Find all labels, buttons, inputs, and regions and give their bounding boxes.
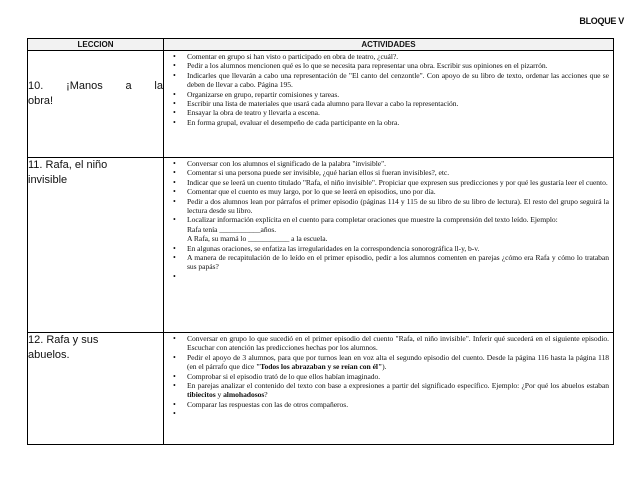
example-line: Rafa tenía ___________años. [187, 224, 277, 234]
activities-cell [164, 158, 614, 333]
lesson-title-line: invisible [28, 174, 68, 186]
list-item-text: Localizar información explícita en el cuento para completar oraciones que muestre la comprensión del texto leído. Ejemplo: [187, 215, 558, 225]
lesson-title-line: abuelos. [28, 349, 70, 361]
table-header-row [28, 39, 614, 51]
activities-cell [164, 51, 614, 158]
lesson-title-line: 12. Rafa y sus [28, 334, 99, 346]
list-item [168, 215, 609, 243]
list-item: • En forma grupal, evaluar el desempeño de cada participante en la obra. [168, 118, 609, 127]
table-row [28, 51, 614, 158]
table-row [28, 333, 614, 445]
list-item: • A manera de recapitulación de lo leído en el primer episodio, pedir a los alumnos comenten en parejas ¿cómo era Rafa y cómo lo trataban sus papás? [168, 253, 609, 272]
list-item-text: y [215, 390, 224, 400]
list-item [168, 353, 609, 372]
column-header-activities: ACTIVIDADES [164, 39, 614, 51]
activities-list [164, 51, 613, 128]
list-item: • Escribir una lista de materiales que usará cada alumno para llevar a cabo la representación. [168, 99, 609, 108]
bold-word: almohadosos [223, 390, 265, 400]
list-item-empty [168, 272, 609, 281]
example-line: A Rafa, su mamá lo ___________ a la escuela. [187, 234, 328, 244]
list-item [168, 381, 609, 400]
bold-word: tibiecitos [187, 390, 216, 400]
list-item: • Comentar si una persona puede ser invisible, ¿qué harían ellos si fueran invisibles?, etc. [168, 168, 609, 177]
activities-list [164, 158, 613, 282]
list-item-text: Pedir el apoyo de 3 alumnos, para que por turnos lean en voz alta el segundo episodio del cuento. Desde la página 116 hasta la página 118 (en el párrafo que dice [187, 352, 609, 372]
list-item: • Pedir a los alumnos mencionen qué es lo que se necesita para representar una obra. Escribir sus opiniones en el pizarrón. [168, 61, 609, 70]
activities-list [164, 333, 613, 420]
list-item: • Pedir a dos alumnos lean por párrafos el primer episodio (páginas 114 y 115 de su libro de su libro de lectura). El resto del grupo seguirá la lectura desde su libro. [168, 197, 609, 216]
block-title: BLOQUE V [579, 16, 624, 26]
list-item-text: ). [382, 362, 387, 372]
list-item: • Conversar con los alumnos el significado de la palabra "invisible". [168, 159, 609, 168]
list-item: • Comentar en grupo si han visto o participado en obra de teatro, ¿cuál?. [168, 52, 609, 61]
lesson-cell [28, 158, 164, 333]
list-item-text: En parejas analizar el contenido del texto con base a expresiones a partir del significado específico. Ejemplo: ¿Por qué los abuelos estaban [187, 381, 609, 391]
lesson-cell [28, 51, 164, 158]
lesson-cell [28, 333, 164, 445]
list-item-empty [168, 409, 609, 418]
lesson-title-line: 11. Rafa, el niño [28, 159, 108, 171]
list-item: • Indicarles que llevarán a cabo una representación de "El canto del cenzontle". Con apoyo de su libro de texto, ordenar las acciones que se deben de llevar a cabo. Página 195. [168, 71, 609, 90]
lesson-title-line: 10. ¡Manos a la [28, 80, 163, 92]
list-item: • Organizarse en grupo, repartir comisiones y tareas. [168, 90, 609, 99]
activities-cell [164, 333, 614, 445]
list-item: • En algunas oraciones, se enfatiza las irregularidades en la correspondencia sonorográfica ll-y, b-v. [168, 244, 609, 253]
lesson-title-line: obra! [28, 95, 54, 107]
list-item: • Comparar las respuestas con las de otros compañeros. [168, 400, 609, 409]
list-item-text: ? [264, 390, 268, 400]
column-header-lesson: LECCION [28, 39, 164, 51]
quoted-phrase: "Todos los abrazaban y se reían con él" [256, 362, 383, 372]
list-item: • Indicar que se leerá un cuento titulado "Rafa, el niño invisible". Propiciar que expresen sus predicciones y por qué les gustaría leer el cuento. [168, 178, 609, 187]
list-item: • Ensayar la obra de teatro y llevarla a escena. [168, 108, 609, 117]
list-item: • Comprobar si el episodio trató de lo que ellos habían imaginado. [168, 372, 609, 381]
lesson-plan-table [27, 38, 614, 445]
list-item: • Comentar que el cuento es muy largo, por lo que se leerá en episodios, uno por día. [168, 187, 609, 196]
table-row [28, 158, 614, 333]
list-item: • Conversar en grupo lo que sucedió en el primer episodio del cuento "Rafa, el niño invisible". Inferir qué sucederá en el siguiente episodio. Escuchar con atención las predicciones hechas por los alumnos. [168, 334, 609, 353]
